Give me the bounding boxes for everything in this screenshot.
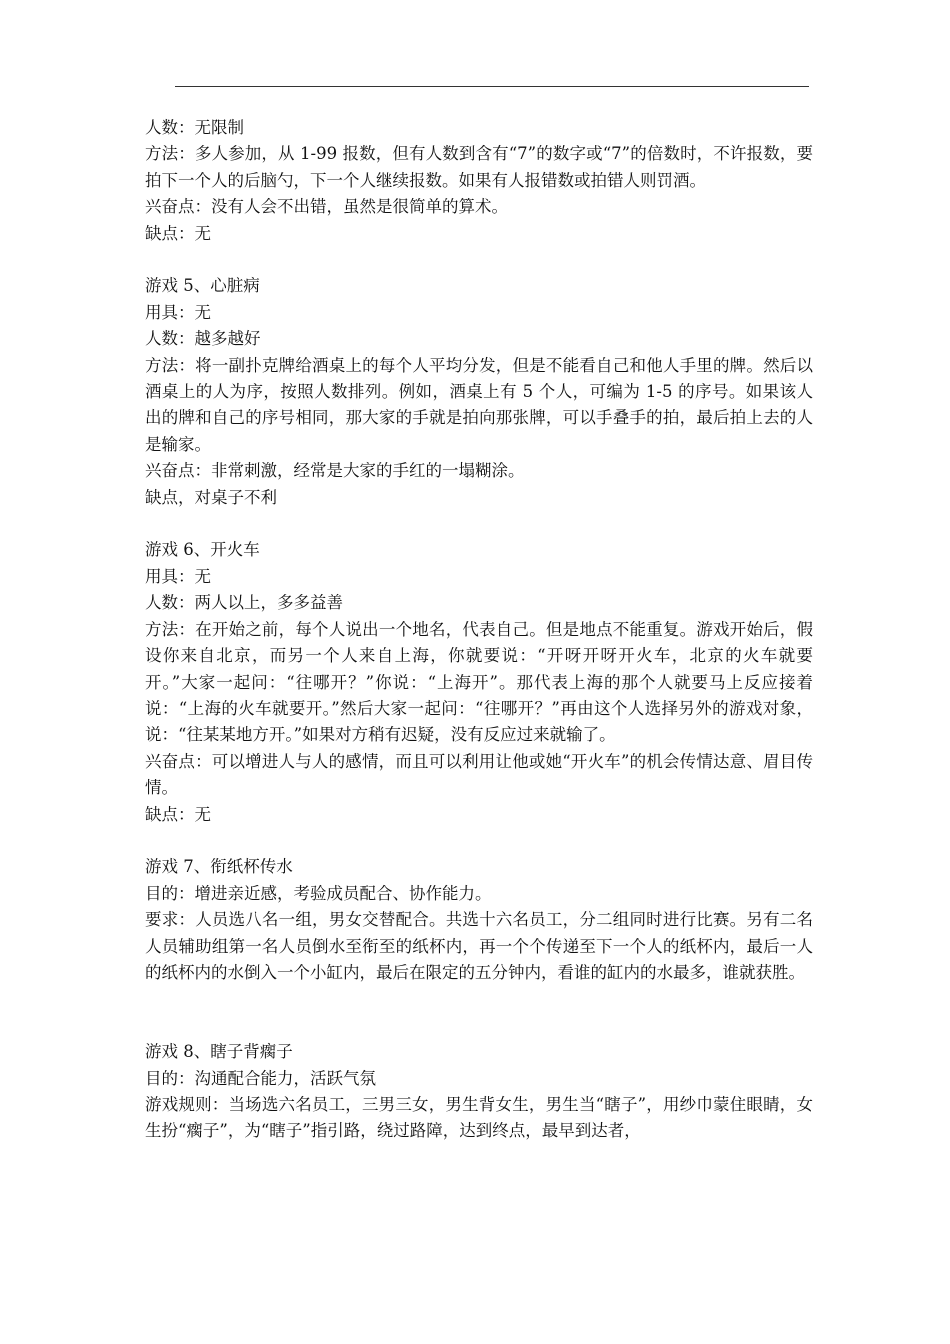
text-paragraph: 兴奋点：可以增进人与人的感情，而且可以利用让他或她“开火车”的机会传情达意、眉目传情。 [145, 751, 813, 798]
text-line: 游戏 7、衔纸杯传水 [145, 857, 293, 877]
text-paragraph: 方法：将一副扑克牌给酒桌上的每个人平均分发，但是不能看自己和他人手里的牌。然后以酒桌上的人为序，按照人数排列。例如，酒桌上有 5 个人，可编为 1-5 的序号。如果该人出的牌和自己的序号相同，那大家的手就是拍向那张牌，可以手叠手的拍，最后拍上去的人是输家。 [145, 355, 813, 454]
text-line: 人数：越多越好 [145, 329, 261, 349]
text-line: 兴奋点：没有人会不出错，虽然是很简单的算术。 [145, 197, 508, 217]
blank-line [145, 828, 813, 854]
blank-line [145, 511, 813, 537]
blank-line [145, 986, 813, 1039]
text-line: 游戏 5、心脏病 [145, 276, 260, 296]
text-line: 用具：无 [145, 302, 211, 322]
text-paragraph: 游戏规则：当场选六名员工，三男三女，男生背女生，男生当“瞎子”，用纱巾蒙住眼睛，女生扮“瘸子”，为“瞎子”指引路，绕过路障，达到终点，最早到达者， [145, 1094, 813, 1141]
text-paragraph: 方法：在开始之前，每个人说出一个地名，代表自己。但是地点不能重复。游戏开始后，假设你来自北京，而另一个人来自上海，你就要说：“开呀开呀开火车，北京的火车就要开。”大家一起问：“往哪开？”你说：“上海开”。那代表上海的那个人就要马上反应接着说：“上海的火车就要开。”然后大家一起问：“往哪开？”再由这个人选择另外的游戏对象，说：“往某某地方开。”如果对方稍有迟疑，没有反应过来就输了。 [145, 619, 813, 745]
text-line: 人数：两人以上，多多益善 [145, 593, 343, 613]
text-line: 游戏 8、瞎子背瘸子 [145, 1042, 293, 1062]
text-line: 目的：增进亲近感，考验成员配合、协作能力。 [145, 883, 492, 903]
text-line: 人数：无限制 [145, 118, 244, 137]
document-body [145, 115, 813, 1145]
text-line: 目的：沟通配合能力，活跃气氛 [145, 1068, 376, 1088]
header-rule [175, 86, 809, 87]
text-line: 游戏 6、开火车 [145, 540, 260, 560]
text-line: 缺点：无 [145, 804, 211, 824]
text-line: 用具：无 [145, 566, 211, 586]
text-line: 兴奋点：非常刺激，经常是大家的手红的一塌糊涂。 [145, 461, 525, 481]
text-line: 缺点：无 [145, 223, 211, 243]
blank-line [145, 247, 813, 273]
text-paragraph: 要求：人员选八名一组，男女交替配合。共选十六名员工，分二组同时进行比赛。另有二名人员辅助组第一名人员倒水至衔至的纸杯内，再一个个传递至下一个人的纸杯内，最后一人的纸杯内的水倒入一个小缸内，最后在限定的五分钟内，看谁的缸内的水最多，谁就获胜。 [145, 910, 813, 982]
text-line: 缺点，对桌子不利 [145, 487, 277, 507]
text-paragraph: 方法：多人参加，从 1-99 报数，但有人数到含有“7”的数字或“7”的倍数时，不许报数，要拍下一个人的后脑勺，下一个人继续报数。如果有人报错数或拍错人则罚酒。 [145, 144, 813, 190]
